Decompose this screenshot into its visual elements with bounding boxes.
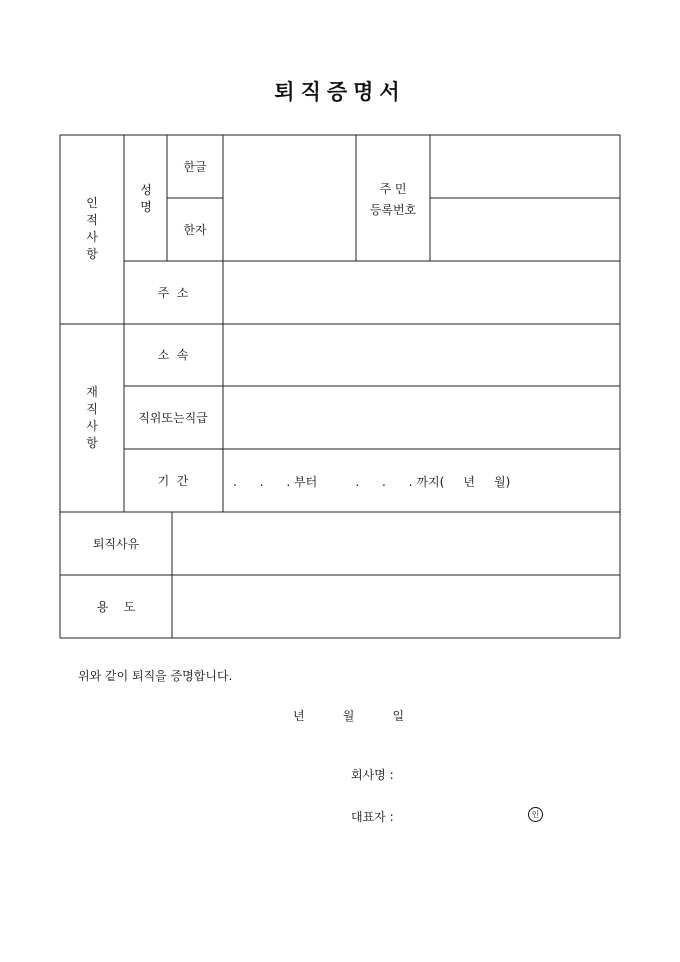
seal-mark-icon: 인 [528,807,543,822]
resident-number-field-1[interactable] [431,136,619,198]
resident-number-field-2[interactable] [431,199,619,261]
department-label: 소 속 [157,348,189,362]
employment-section-label: 재직사항 [86,385,98,450]
resignation-reason-field[interactable] [173,513,619,575]
hangul-name-field[interactable] [224,136,355,198]
name-label: 성명 [140,183,152,214]
personal-section-label: 인적사항 [86,196,98,261]
resident-number-label-line1: 주 민 [379,182,407,196]
address-field[interactable] [224,262,619,324]
employment-period-text: . . . 부터 . . . 까지( 년 월) [233,475,511,489]
document-title: 퇴직증명서 [274,79,406,104]
hanja-name-field[interactable] [224,199,355,261]
purpose-field[interactable] [173,576,619,638]
issue-date-line: 년 월 일 [293,709,405,723]
period-label: 기 간 [157,474,189,488]
position-field[interactable] [224,387,619,449]
address-label: 주 소 [157,286,189,300]
position-label: 직위또는직급 [138,411,208,425]
resident-number-label-line2: 등록번호 [369,203,417,217]
department-field[interactable] [224,325,619,386]
purpose-label: 용 도 [96,600,136,614]
hanja-label: 한자 [183,223,207,237]
certification-statement: 위와 같이 퇴직을 증명합니다. [78,669,233,683]
company-name-label: 회사명 : [351,768,394,782]
hangul-label: 한글 [183,160,207,174]
resignation-reason-label: 퇴직사유 [92,537,140,551]
representative-label: 대표자 : [351,810,394,824]
